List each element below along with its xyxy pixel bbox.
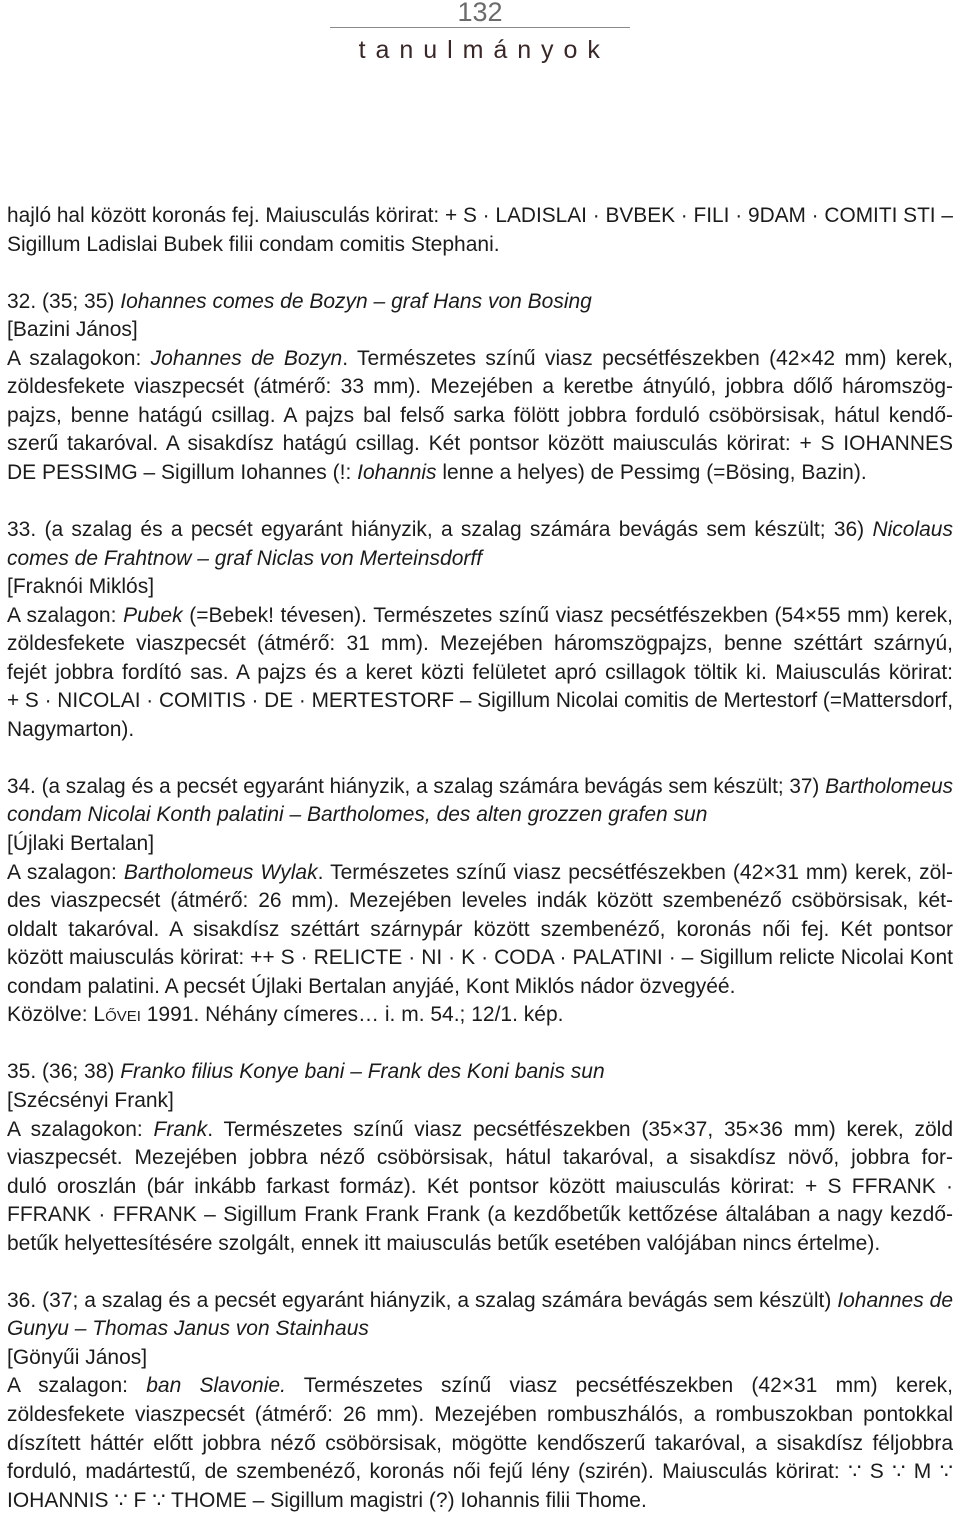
text-line [7, 1058, 605, 1087]
text-run: között maiusculás körirat: ++ S · RELICTE · NI · K · CODA · PALATINI · – Sigillum relicte Nicolai Kont [7, 946, 953, 970]
entry-block [7, 202, 953, 259]
text-line [7, 316, 138, 345]
text-run: forduló, madártestű, de szembenéző, koronás női fejű lény (szirén). Maiusculás körirat: ∵ S ∵ M ∵ [7, 1460, 953, 1484]
text-line [7, 1487, 647, 1516]
text-run: hajló hal között koronás fej. Maiusculás körirat: + S · LADISLAI · BVBEK · FILI · 9DAM · COMITI STI – [7, 204, 953, 227]
text-run: des viaszpecsét (átmérő: 26 mm). Mezejében leveles indák között szembenéző csöbörsisak, két- [7, 889, 953, 913]
entry-block [7, 1058, 953, 1087]
text-run: pajzs, benne hatágú csillag. A pajzs bal felső sarka fölött jobbra forduló csöbörsisak, hátul kendő- [7, 403, 953, 427]
text-run: IOHANNIS ∵ F ∵ THOME – Sigillum magistri (?) Iohannis filii Thome. [7, 1488, 647, 1512]
entry-block [7, 859, 953, 1002]
text-line [7, 687, 953, 716]
text-line [7, 1372, 953, 1401]
italic-text-run: Gunyu – Thomas Janus von Stainhaus [7, 1317, 369, 1341]
text-run: + S · NICOLAI · COMITIS · DE · MERTESTORF – Sigillum Nicolai comitis de Mertestorf (=Mattersdorf, [7, 689, 953, 713]
catalog-entry [7, 288, 953, 488]
text-run: Közölve: [7, 1003, 94, 1027]
entry-block [7, 773, 953, 830]
text-line [7, 373, 953, 402]
text-line [7, 602, 953, 631]
entry-block [7, 830, 953, 859]
text-run: [Fraknói Miklós] [7, 575, 155, 599]
text-run: viaszpecsét. Mezejében jobbra néző csöbörsisak, hátul takaróval, a sisakdísz növő, jobbra for- [7, 1146, 953, 1170]
text-run: Sigillum Ladislai Bubek filii condam comitis Stephani. [7, 232, 500, 256]
catalog-entry [7, 1287, 953, 1515]
catalog-entry [7, 202, 953, 259]
text-run: 1991. Néhány címeres… i. m. 54.; 12/1. kép. [140, 1003, 564, 1027]
text-line [7, 1230, 880, 1259]
catalog-entry [7, 773, 953, 1030]
text-line [7, 459, 867, 488]
text-line [7, 202, 953, 231]
text-line [7, 830, 154, 859]
text-line [7, 1144, 953, 1173]
text-line [7, 1344, 147, 1373]
section-title: t a n u l m á n y o k [358, 36, 602, 64]
italic-text-run: comes de Frahtnow – graf Niclas von Merteinsdorff [7, 546, 483, 570]
italic-text-run: Iohannis [357, 460, 437, 484]
text-line [7, 1087, 174, 1116]
text-line [7, 716, 134, 745]
text-run: lenne a helyes) de Pessimg (=Bösing, Bazin). [436, 460, 867, 484]
text-run: . Természetes színű viasz pecsétfészekben (42×31 mm) kerek, zöl- [317, 860, 953, 884]
text-line [7, 545, 482, 574]
text-run: 32. (35; 35) [7, 289, 121, 313]
entry-block [7, 316, 953, 345]
entry-block [7, 516, 953, 573]
text-line [7, 859, 953, 888]
text-run: betűk helyettesítésére szolgált, ennek itt maiusculás betűk esetében valójában nincs értelme). [7, 1231, 881, 1255]
entry-block [7, 288, 953, 317]
catalog-entry [7, 516, 953, 744]
text-run: A szalagokon: [7, 1117, 154, 1141]
entry-block [7, 1116, 953, 1259]
text-line [7, 1458, 953, 1487]
text-line [7, 573, 154, 602]
italic-text-run: Bartholomeus Wylak [123, 860, 318, 884]
small-caps-text-run: Lővei [93, 1003, 141, 1027]
text-line [7, 430, 953, 459]
text-run: zöldesfekete viaszpecsét (átmérő: 31 mm). Mezejében háromszögpajzs, benne széttárt szárnyú, [7, 632, 953, 656]
text-line [7, 402, 953, 431]
text-run: Nagymarton). [7, 717, 135, 741]
italic-text-run: Iohannes de [837, 1288, 954, 1312]
text-run: [Bazini János] [7, 318, 138, 342]
text-line [7, 630, 953, 659]
text-line [7, 345, 953, 374]
text-line [7, 1201, 953, 1230]
text-run: [Szécsényi Frank] [7, 1088, 174, 1112]
header-rule [330, 27, 630, 28]
entry-block [7, 1287, 953, 1344]
article-body [7, 202, 953, 1515]
text-line [7, 231, 500, 260]
entry-block [7, 602, 953, 745]
text-line [7, 516, 953, 545]
text-line [7, 1116, 953, 1145]
italic-text-run: condam Nicolai Konth palatini – Bartholomes, des alten grozzen grafen sun [7, 803, 708, 827]
text-run: szerű takaróval. A sisakdísz hatágú csillag. Két pontsor között maiusculás körirat: + S IOHANNES [7, 432, 953, 456]
text-run: díszített háttér előtt jobbra néző csöbörsisak, mögötte kendőszerű takaróval, a sisakdísz féljobbra [7, 1431, 953, 1455]
text-run: fejét jobbra fordító sas. A pajzs és a keret közti felületet apró csillagok töltik ki. Maiusculás körirat: [7, 660, 953, 684]
entry-block [7, 1372, 953, 1515]
text-run: . Természetes színű viasz pecsétfészekben (35×37, 35×36 mm) kerek, zöld [207, 1117, 954, 1141]
text-line [7, 1315, 369, 1344]
text-run: [Újlaki Bertalan] [7, 832, 155, 856]
text-run: FFRANK · FFRANK – Sigillum Frank Frank Frank (a kezdőbetűk kettőzése általában a nagy kezdő- [7, 1203, 953, 1227]
text-run: 35. (36; 38) [7, 1060, 121, 1084]
text-line [7, 887, 953, 916]
text-line [7, 1287, 953, 1316]
text-run: A szalagon: [7, 603, 124, 627]
entry-block [7, 1087, 953, 1116]
text-run: A szalagon: [7, 860, 124, 884]
italic-text-run: Franko filius Konye bani – Frank des Koni banis sun [120, 1060, 605, 1084]
entry-block [7, 573, 953, 602]
text-run: (=Bebek! tévesen). Természetes színű viasz pecsétfészekben (54×55 mm) kerek, [182, 603, 953, 627]
text-run: duló oroszlán (bár inkább farkast formáz). Két pontsor között maiusculás körirat: + S FFRANK · [7, 1174, 953, 1198]
text-run: DE PESSIMG – Sigillum Iohannes (!: [7, 460, 358, 484]
text-run: 34. (a szalag és a pecsét egyaránt hiányzik, a szalag számára bevágás sem készült; 37) [7, 774, 826, 798]
italic-text-run: Pubek [123, 603, 183, 627]
text-run: . Természetes színű viasz pecsétfészekben (42×42 mm) kerek, [342, 346, 953, 370]
text-run: 33. (a szalag és a pecsét egyaránt hiányzik, a szalag számára bevágás sem készült; 36) [7, 518, 873, 542]
text-run: 36. (37; a szalag és a pecsét egyaránt hiányzik, a szalag számára bevágás sem készült) [7, 1288, 838, 1312]
text-line [7, 659, 953, 688]
italic-text-run: Frank [153, 1117, 208, 1141]
text-line [7, 288, 592, 317]
text-run: oldalt takaróval. A sisakdísz széttárt szárnypár között szembenéző, koronás női fej. Két pontsor [7, 917, 953, 941]
catalog-entry [7, 1058, 953, 1258]
entry-block [7, 345, 953, 488]
entry-block [7, 1001, 953, 1030]
text-run: A szalagokon: [7, 346, 151, 370]
italic-text-run: ban Slavonie. [146, 1374, 286, 1398]
text-line [7, 916, 953, 945]
text-line [7, 973, 735, 1002]
text-line [7, 1401, 953, 1430]
text-line [7, 801, 707, 830]
text-run: zöldesfekete viaszpecsét (átmérő: 33 mm). Mezejében a keretbe átnyúló, jobbra dőlő háromszög- [7, 375, 953, 399]
text-run: condam palatini. A pecsét Újlaki Bertalan anyjáé, Kont Miklós nádor özvegyéé. [7, 974, 736, 998]
entry-block [7, 1344, 953, 1373]
text-line [7, 1173, 953, 1202]
text-line [7, 1001, 563, 1030]
italic-text-run: Iohannes comes de Bozyn – graf Hans von Bosing [120, 289, 592, 313]
text-line [7, 773, 953, 802]
text-run: A szalagon: [7, 1374, 147, 1398]
text-run: zöldesfekete viaszpecsét (átmérő: 26 mm). Mezejében rombuszhálós, a rombuszokban pontokkal [7, 1402, 953, 1426]
text-line [7, 944, 953, 973]
text-run: Természetes színű viasz pecsétfészekben (42×31 mm) kerek, [285, 1374, 954, 1398]
italic-text-run: Bartholomeus [825, 774, 953, 798]
text-run: [Gönyűi János] [7, 1345, 148, 1369]
text-line [7, 1430, 953, 1459]
italic-text-run: Johannes de Bozyn [150, 346, 343, 370]
italic-text-run: Nicolaus [872, 518, 953, 542]
page-number: 132 [457, 0, 503, 27]
